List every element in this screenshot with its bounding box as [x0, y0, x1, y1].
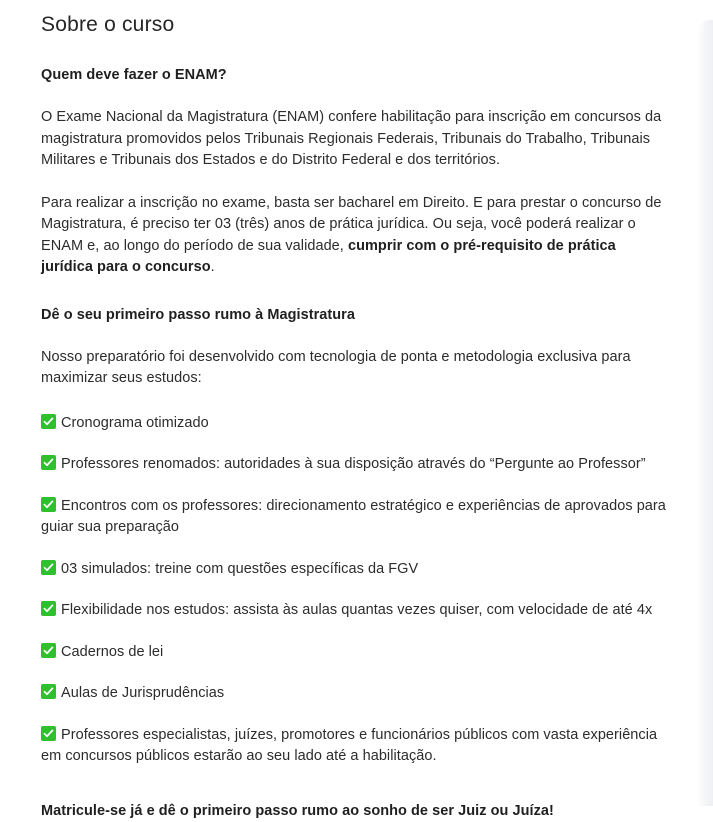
- white-heavy-check-mark-icon: [41, 601, 56, 616]
- feature-list-item-label: Encontros com os professores: direcionamento estratégico e experiências de aprovados para guiar sua preparação: [41, 498, 666, 536]
- section-heading-first-step: Dê o seu primeiro passo rumo à Magistratura: [41, 279, 667, 325]
- white-heavy-check-mark-icon: [41, 455, 56, 470]
- feature-list-item: [41, 580, 667, 622]
- paragraph-requirements-lead: Para realizar a inscrição no exame, basta ser bacharel em Direito. E para prestar o concurso de Magistratura, é preciso ter 03 (três) anos de prática jurídica. Ou seja, você poderá realizar o ENAM e, ao longo do período de sua validade,: [41, 195, 662, 254]
- paragraph-requirements-emphasis: cumprir com o pré-requisito de prática jurídica para o concurso: [41, 238, 616, 276]
- paragraph-exam-description: O Exame Nacional da Magistratura (ENAM) confere habilitação para inscrição em concursos da magistratura promovidos pelos Tribunais Regionais Federais, Tribunais do Trabalho, Tribunais Militares e Tribunais dos Estados e do Distrito Federal e dos territórios.: [41, 85, 667, 172]
- white-heavy-check-mark-icon: [41, 497, 56, 512]
- white-heavy-check-mark-icon: [41, 684, 56, 699]
- paragraph-methodology: Nosso preparatório foi desenvolvido com tecnologia de ponta e metodologia exclusiva para maximizar seus estudos:: [41, 325, 667, 390]
- section-heading-who-should-take: Quem deve fazer o ENAM?: [41, 39, 667, 85]
- paragraph-requirements-tail: .: [211, 259, 215, 275]
- feature-list-item: [41, 434, 667, 476]
- white-heavy-check-mark-icon: [41, 643, 56, 658]
- closing-call-to-action: Matricule-se já e dê o primeiro passo rumo ao sonho de ser Juiz ou Juíza!: [41, 768, 667, 822]
- feature-list-item: [41, 539, 667, 581]
- feature-list-item: [41, 476, 667, 539]
- feature-list-item-label: Professores renomados: autoridades à sua disposição através do “Pergunte ao Professor”: [61, 456, 646, 472]
- page-title: Sobre o curso: [41, 0, 667, 39]
- feature-list-item-label: Cronograma otimizado: [61, 415, 209, 431]
- feature-list-item: [41, 390, 667, 435]
- feature-list-item: [41, 663, 667, 705]
- paragraph-requirements: [41, 172, 667, 279]
- white-heavy-check-mark-icon: [41, 726, 56, 741]
- white-heavy-check-mark-icon: [41, 560, 56, 575]
- feature-list-item-label: Cadernos de lei: [61, 644, 163, 660]
- feature-list-item-label: Aulas de Jurisprudências: [61, 685, 224, 701]
- feature-list-item-label: Flexibilidade nos estudos: assista às aulas quantas vezes quiser, com velocidade de até 4x: [61, 602, 652, 618]
- feature-list-item-label: 03 simulados: treine com questões específicas da FGV: [61, 561, 418, 577]
- feature-list-item: [41, 705, 667, 768]
- feature-list-item: [41, 622, 667, 664]
- feature-list: [41, 390, 667, 768]
- feature-list-item-label: Professores especialistas, juízes, promotores e funcionários públicos com vasta experiência em concursos públicos estarão ao seu lado até a habilitação.: [41, 727, 657, 765]
- white-heavy-check-mark-icon: [41, 414, 56, 429]
